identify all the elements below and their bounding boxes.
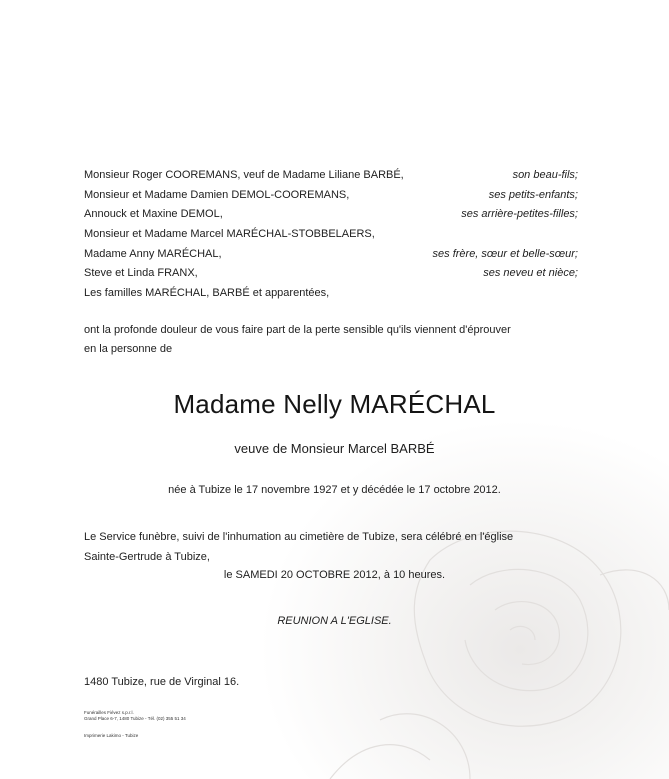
family-relation: ses neveu et nièce; [483, 267, 578, 280]
service-line: Sainte-Gertrude à Tubize, [84, 551, 210, 563]
announcement-intro [84, 321, 578, 359]
family-member: Monsieur Roger COOREMANS, veuf de Madame Liliane BARBÉ, [84, 169, 404, 181]
family-row [84, 245, 578, 265]
family-row [84, 264, 578, 284]
funeral-service-text [84, 527, 584, 567]
funeral-home-imprint [84, 710, 186, 722]
funeral-home-name: Funérailles Fiévez s.p.r.l. [84, 710, 134, 715]
family-row [84, 225, 578, 245]
family-member: Annouck et Maxine DEMOL, [84, 208, 223, 221]
service-time: le SAMEDI 20 OCTOBRE 2012, à 10 heures. [223, 569, 446, 581]
family-row [84, 186, 578, 206]
family-row [84, 166, 578, 186]
family-relation: ses arrière-petites-filles; [461, 208, 578, 221]
intro-line: ont la profonde douleur de vous faire part de la perte sensible qu'ils viennent d'éprouver [84, 324, 511, 336]
family-member: Steve et Linda FRANX, [84, 267, 198, 280]
family-address: 1480 Tubize, rue de Virginal 16. [84, 676, 240, 688]
family-member: Monsieur et Madame Damien DEMOL-COOREMANS, [84, 188, 350, 201]
family-member: Monsieur et Madame Marcel MARÉCHAL-STOBBELAERS, [84, 228, 375, 241]
funeral-home-address: Grand Place 6-7, 1480 Tubize - Tél. (02) 355 51 34 [84, 716, 186, 721]
family-row [84, 205, 578, 225]
intro-line: en la personne de [84, 343, 173, 355]
family-relation: ses frère, sœur et belle-sœur; [432, 247, 578, 260]
deceased-name: Madame Nelly MARÉCHAL [173, 389, 496, 419]
family-member: Madame Anny MARÉCHAL, [84, 247, 222, 260]
reunion-note: REUNION A L'EGLISE. [277, 615, 392, 627]
service-line: Le Service funèbre, suivi de l'inhumation au cimetière de Tubize, sera célébré en l'église [84, 531, 514, 543]
birth-death-dates: née à Tubize le 17 novembre 1927 et y décédée le 17 octobre 2012. [168, 484, 501, 496]
printer-imprint: Imprimerie Lakimo - Tubize [84, 733, 139, 738]
family-row [84, 284, 578, 304]
widow-of: veuve de Monsieur Marcel BARBÉ [234, 441, 435, 456]
family-list [84, 166, 578, 304]
family-relation: son beau-fils; [512, 169, 578, 181]
family-relation: ses petits-enfants; [488, 188, 578, 201]
family-member: Les familles MARÉCHAL, BARBÉ et apparentées, [84, 287, 330, 300]
